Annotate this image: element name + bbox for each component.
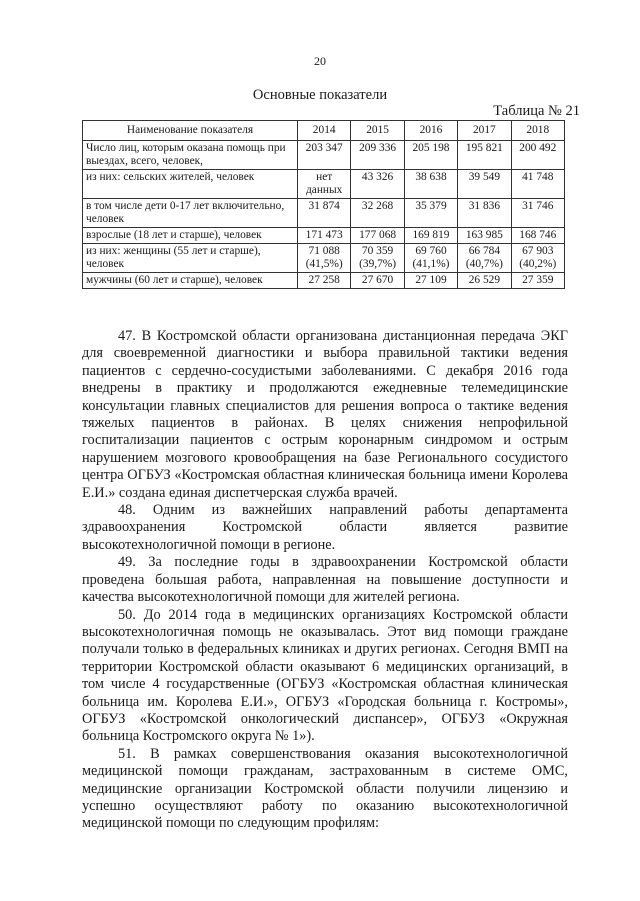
table-row bbox=[83, 199, 565, 228]
header-indicator-name: Наименование показателя bbox=[83, 121, 298, 141]
header-year: 2015 bbox=[351, 121, 404, 141]
cell-value: 32 268 bbox=[351, 199, 404, 228]
cell-value: 69 760 (41,1%) bbox=[404, 244, 457, 273]
cell-value: 31 874 bbox=[298, 199, 351, 228]
header-year: 2017 bbox=[458, 121, 511, 141]
paragraph-48: 48. Одним из важнейших направлений работы департамента здравоохранения Костромской области является развитие высокотехнологичной помощи в регионе. bbox=[82, 502, 568, 553]
section-title: Основные показатели bbox=[252, 87, 388, 103]
header-year: 2018 bbox=[511, 121, 564, 141]
cell-value: 39 549 bbox=[458, 170, 511, 199]
table-header-row bbox=[83, 121, 565, 141]
cell-value: 209 336 bbox=[351, 141, 404, 170]
cell-value: 43 326 bbox=[351, 170, 404, 199]
cell-value: 67 903 (40,2%) bbox=[511, 244, 564, 273]
table-caption: Таблица № 21 bbox=[493, 103, 580, 119]
header-year: 2016 bbox=[404, 121, 457, 141]
cell-value: 31 836 bbox=[458, 199, 511, 228]
cell-value: 163 985 bbox=[458, 228, 511, 244]
row-label: из них: женщины (55 лет и старше), человек bbox=[83, 244, 298, 273]
table-row bbox=[83, 170, 565, 199]
cell-value: 35 379 bbox=[404, 199, 457, 228]
row-label: мужчины (60 лет и старше), человек bbox=[83, 273, 298, 289]
table-row bbox=[83, 273, 565, 289]
row-label: Число лиц, которым оказана помощь при выездах, всего, человек, bbox=[83, 141, 298, 170]
paragraph-50: 50. До 2014 года в медицинских организациях Костромской области высокотехнологичная помощь не оказывалась. Этот вид помощи граждане получали только в федеральных клиниках и других регионах. Сегодня ВМП на территории Костромской области оказывают 6 медицинских организаций, в том числе 4 государственные (ОГБУЗ «Костромская областная клиническая больница им. Королева Е.И.», ОГБУЗ «Городская больница г. Костромы», ОГБУЗ «Костромской онкологический диспансер», ОГБУЗ «Окружная больница Костромского округа № 1»). bbox=[82, 606, 568, 745]
cell-value: 203 347 bbox=[298, 141, 351, 170]
table-row bbox=[83, 141, 565, 170]
cell-value: 27 670 bbox=[351, 273, 404, 289]
cell-value: 66 784 (40,7%) bbox=[458, 244, 511, 273]
row-label: взрослые (18 лет и старше), человек bbox=[83, 228, 298, 244]
cell-value: 205 198 bbox=[404, 141, 457, 170]
table-row bbox=[83, 244, 565, 273]
cell-value: 31 746 bbox=[511, 199, 564, 228]
header-year: 2014 bbox=[298, 121, 351, 141]
cell-value: 41 748 bbox=[511, 170, 564, 199]
cell-value: 26 529 bbox=[458, 273, 511, 289]
cell-value: 27 359 bbox=[511, 273, 564, 289]
paragraph-51: 51. В рамках совершенствования оказания высокотехнологичной медицинской помощи гражданам, застрахованным в системе ОМС, медицинские организации Костромской области получили лицензию и успешно осуществляют работу по оказанию высокотехнологичной медицинской помощи по следующим профилям: bbox=[82, 745, 568, 832]
table-row bbox=[83, 228, 565, 244]
cell-value: нет данных bbox=[298, 170, 351, 199]
indicators-table bbox=[82, 120, 565, 289]
cell-value: 168 746 bbox=[511, 228, 564, 244]
cell-value: 169 819 bbox=[404, 228, 457, 244]
cell-value: 200 492 bbox=[511, 141, 564, 170]
cell-value: 27 109 bbox=[404, 273, 457, 289]
cell-value: 38 638 bbox=[404, 170, 457, 199]
cell-value: 195 821 bbox=[458, 141, 511, 170]
row-label: в том числе дети 0-17 лет включительно, человек bbox=[83, 199, 298, 228]
cell-value: 27 258 bbox=[298, 273, 351, 289]
row-label: из них: сельских жителей, человек bbox=[83, 170, 298, 199]
cell-value: 171 473 bbox=[298, 228, 351, 244]
body-text bbox=[82, 328, 568, 833]
cell-value: 70 359 (39,7%) bbox=[351, 244, 404, 273]
paragraph-49: 49. За последние годы в здравоохранении Костромской области проведена большая работа, направленная на повышение доступности и качества высокотехнологичной помощи для жителей региона. bbox=[82, 554, 568, 606]
page-number: 20 bbox=[314, 54, 326, 68]
paragraph-47: 47. В Костромской области организована дистанционная передача ЭКГ для своевременной диагностики и выбора правильной тактики ведения пациентов с сердечно-сосудистыми заболеваниями. С декабря 2016 года внедрены в практику и продолжаются ежедневные телемедицинские консультации главных специалистов для решения вопроса о тактике ведения тяжелых пациентов в районах. В целях снижения непрофильной госпитализации пациентов с острым коронарным синдромом и острым нарушением мозгового кровообращения на базе Регионального сосудистого центра ОГБУЗ «Костромская областная клиническая больница имени Королева Е.И.» создана единая диспетчерская служба врачей. bbox=[82, 328, 568, 501]
cell-value: 71 088 (41,5%) bbox=[298, 244, 351, 273]
cell-value: 177 068 bbox=[351, 228, 404, 244]
